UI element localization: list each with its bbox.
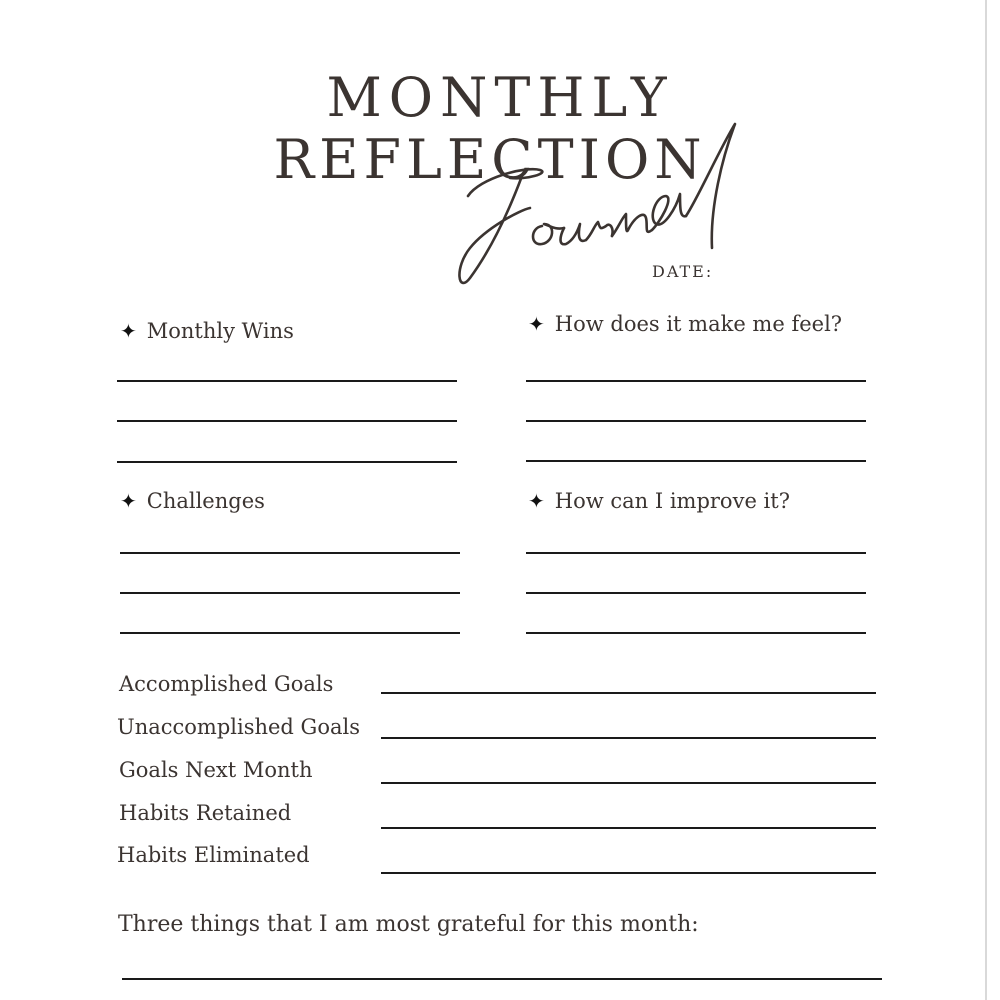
- write-line-improve-1[interactable]: [526, 552, 866, 554]
- write-line-feel-1[interactable]: [526, 380, 866, 382]
- four-point-star-icon: ✦: [120, 319, 137, 343]
- write-line-wins-1[interactable]: [117, 380, 457, 382]
- title-monthly: MONTHLY: [326, 66, 674, 129]
- section-title: Challenges: [146, 489, 265, 513]
- write-line-challenges-2[interactable]: [120, 592, 460, 594]
- label-accomplished-goals: Accomplished Goals: [119, 672, 334, 696]
- four-point-star-icon: ✦: [120, 489, 137, 513]
- section-title: How can I improve it?: [554, 489, 790, 513]
- section-challenges: [120, 486, 465, 516]
- write-line-habits-retained[interactable]: [381, 827, 876, 829]
- write-line-feel-2[interactable]: [526, 420, 866, 422]
- section-monthly-wins: [120, 316, 465, 346]
- section-title: How does it make me feel?: [554, 312, 843, 336]
- title-reflection: REFLECTION: [273, 128, 707, 191]
- write-line-wins-2[interactable]: [117, 420, 457, 422]
- section-title: Monthly Wins: [146, 319, 294, 343]
- write-line-improve-2[interactable]: [526, 592, 866, 594]
- write-line-improve-3[interactable]: [526, 632, 866, 634]
- gratitude-prompt: Three things that I am most grateful for this month:: [118, 912, 699, 937]
- section-head-improve: [528, 486, 873, 516]
- write-line-challenges-3[interactable]: [120, 632, 460, 634]
- four-point-star-icon: ✦: [528, 489, 545, 513]
- label-habits-eliminated: Habits Eliminated: [117, 843, 310, 867]
- write-line-feel-3[interactable]: [526, 460, 866, 462]
- write-line-challenges-1[interactable]: [120, 552, 460, 554]
- section-head-feel: [528, 309, 873, 339]
- section-improve: [528, 486, 873, 516]
- section-head-challenges: [120, 486, 465, 516]
- label-goals-next-month: Goals Next Month: [119, 758, 313, 782]
- four-point-star-icon: ✦: [528, 312, 545, 336]
- write-line-accomplished-goals[interactable]: [381, 692, 876, 694]
- write-line-unaccomplished-goals[interactable]: [381, 737, 876, 739]
- label-unaccomplished-goals: Unaccomplished Goals: [117, 715, 360, 739]
- section-head-monthly-wins: [120, 316, 465, 346]
- write-line-gratitude-1[interactable]: [122, 978, 882, 980]
- write-line-wins-3[interactable]: [117, 461, 457, 463]
- write-line-goals-next-month[interactable]: [381, 782, 876, 784]
- write-line-habits-eliminated[interactable]: [381, 872, 876, 874]
- date-label: DATE:: [652, 262, 714, 281]
- label-habits-retained: Habits Retained: [119, 801, 292, 825]
- section-feel: [528, 309, 873, 339]
